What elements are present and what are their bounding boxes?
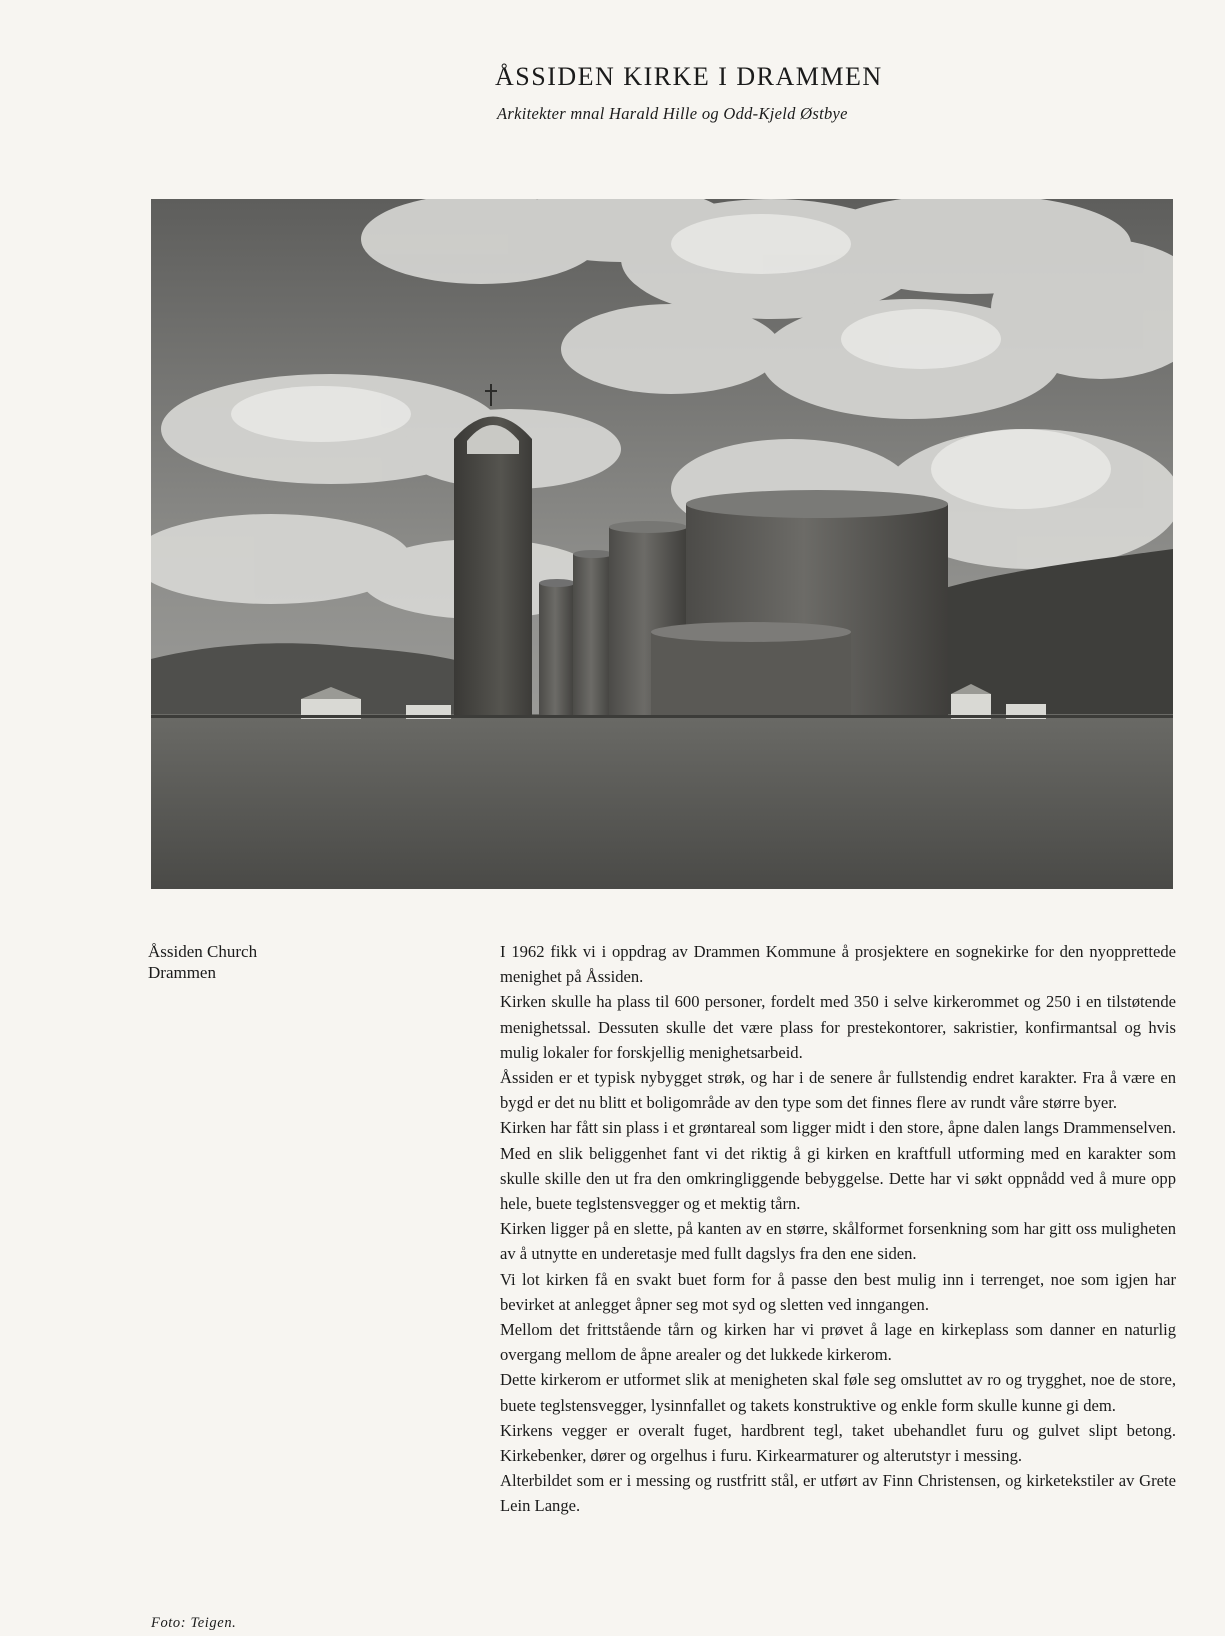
article-paragraph: Dette kirkerom er utformet slik at menigheten skal føle seg omsluttet av ro og trygghet, noe de store, buete teglstensvegger, lysinnfallet og takets konstruktive og enkle form skulle kunne gi dem. xyxy=(500,1370,1176,1415)
church-photo xyxy=(151,199,1173,889)
caption-line: Drammen xyxy=(148,963,216,982)
article-body xyxy=(500,939,1176,1519)
article-paragraph: Åssiden er et typisk nybygget strøk, og har i de senere år fullstendig endret karakter. Fra å være en bygd er det nu blitt et boligområde av den type som det finnes flere av rundt våre større byer. xyxy=(500,1068,1176,1113)
article-paragraph: Kirkens vegger er overalt fuget, hardbrent tegl, taket ubehandlet furu og gulvet slipt betong. Kirkebenker, dører og orgelhus i furu. Kirkearmaturer og alterutstyr i messing. xyxy=(500,1420,1176,1466)
article-paragraph: Alterbildet som er i messing og rustfritt stål, er utført av Finn Christensen, og kirketekstiler av Grete Lein Lange. xyxy=(500,1471,1176,1516)
article-paragraph: I 1962 fikk vi i oppdrag av Drammen Kommune å prosjektere en sognekirke for den nyopprettede menighet på Åssiden. xyxy=(500,942,1176,987)
architects-subtitle: Arkitekter mnal Harald Hille og Odd-Kjeld Østbye xyxy=(497,104,848,123)
article-paragraph: Kirken ligger på en slette, på kanten av en større, skålformet forsenkning som har gitt oss muligheten av å utnytte en underetasje med fullt dagslys fra den ene siden. xyxy=(500,1219,1176,1264)
page-title: ÅSSIDEN KIRKE I DRAMMEN xyxy=(495,62,883,91)
article-paragraph: Kirken har fått sin plass i et grøntareal som ligger midt i den store, åpne dalen langs Drammenselven. Med en slik beliggenhet fant vi det riktig å gi kirken en kraftfull utforming med en karakter som skulle skille den ut fra den omkringliggende bebyggelse. Dette har vi søkt oppnådd ved å mure opp hele, buete teglstensvegger og et mektig tårn. xyxy=(500,1118,1176,1214)
article-paragraph: Mellom det frittstående tårn og kirken har vi prøvet å lage en kirkeplass som danner en naturlig overgang mellom de åpne arealer og det lukkede kirkerom. xyxy=(500,1320,1176,1365)
article-paragraph: Kirken skulle ha plass til 600 personer, fordelt med 350 i selve kirkerommet og 250 i en tilstøtende menighetssal. Dessuten skulle det være plass for prestekontorer, sakristier, konfirmantsal og hvis mulig lokaler for forskjellig menighetsarbeid. xyxy=(500,992,1176,1062)
article-paragraph: Vi lot kirken få en svakt buet form for å passe den best mulig inn i terrenget, noe som igjen har bevirket at anlegget åpner seg mot syd og sletten ved inngangen. xyxy=(500,1269,1176,1314)
caption-line: Åssiden Church xyxy=(148,942,258,961)
photo-caption xyxy=(148,941,257,983)
photo-credit: Foto: Teigen. xyxy=(151,1615,237,1631)
